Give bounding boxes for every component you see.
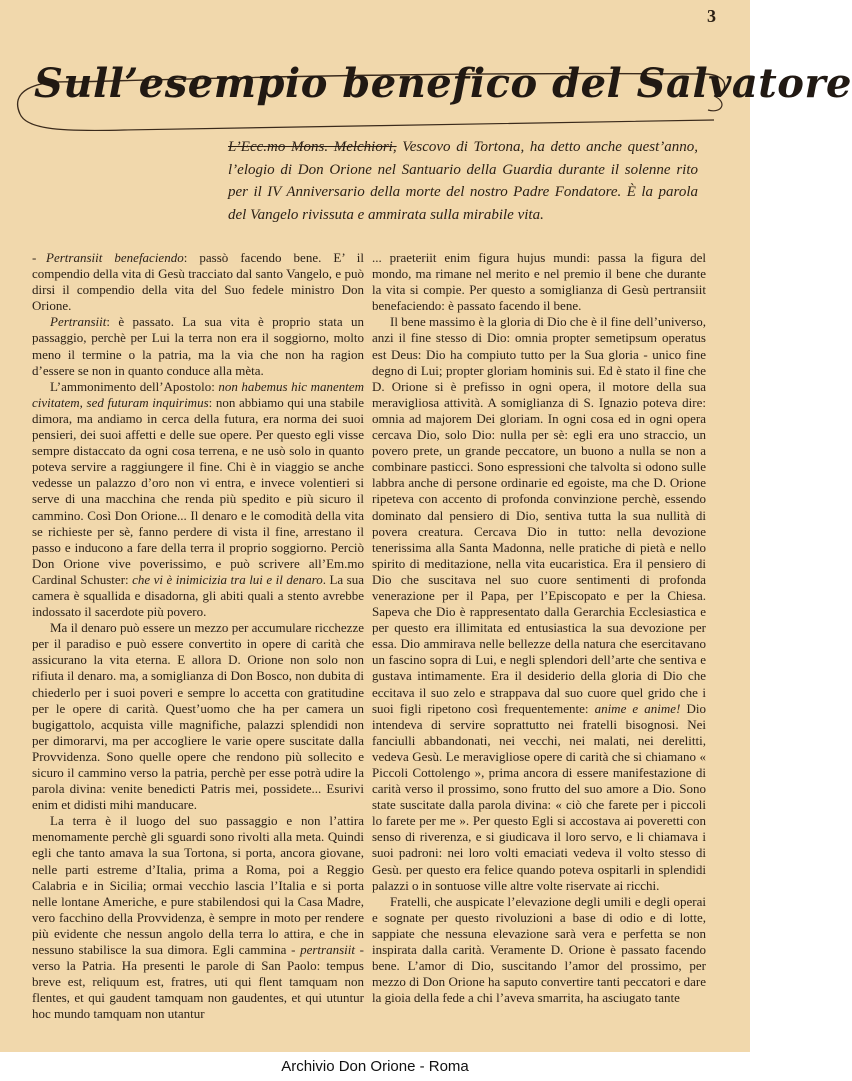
- left-column: [32, 250, 364, 1023]
- left-paragraph-2: Pertransiit: è passato. La sua vita è proprio stata un passaggio, perchè per Lui la terra non era il soggiorno, molto meno il termine o la patria, ma la via che non ha ragion d’essere se non in quanto conduce alla mèta.: [32, 314, 364, 378]
- left-paragraph-5: La terra è il luogo del suo passaggio e non l’attira menomamente perchè gli sguardi sono rivolti alla meta. Quindi egli che tanto amava la sua Tortona, si porta, ancora giovane, nelle parti estreme d’Italia, prima a Roma, poi a Reggio Calabria e in Sicilia; ormai vecchio lascia l’Italia e si porta nelle lontane Americhe, e pure stabilendosi qui la Casa Madre, vero facchino della Provvidenza, è sempre in moto per rendere più evidente che nessun angolo della terra lo attira, e che in nessuno stabilisce la sua dimora. Egli cammina - pertransiit - verso la Patria. Ha presenti le parole di San Paolo: tempus breve est, reliquum est, fratres, uti qui flent tamquam non flentes, et qui gaudent tamquam non gaudentes, et qui utuntur hoc mundo tamquam non utantur: [32, 813, 364, 1022]
- article-title: Sull’esempio benefico del Salvatore: [34, 60, 852, 107]
- lead-latin: Pertransiit benefaciendo: [46, 250, 184, 265]
- right-paragraph-1: ... praeteriit enim figura hujus mundi: passa la figura del mondo, ma rimane nel merito e nel premio il bene che durante la vita si compie. Per questo a somiglianza di Gesù pertransiit benefaciendo: è passato facendo il bene.: [372, 250, 706, 314]
- quote-latin: pertransiit: [300, 942, 355, 958]
- quote-latin: non habemus hic manentem civitatem, sed futuram inquirimus: [32, 378, 364, 410]
- right-column: [372, 250, 706, 1006]
- right-paragraph-2: Il bene massimo è la gloria di Dio che è il fine dell’universo, anzi il fine stesso di Dio: omnia propter semetipsum operatus est Deus: Dio ha compiuto tutto per la Sua gloria - unico fine degno di Lui; propter gloriam hominis sui. Ed è stato il fine che D. Orione si è prefisso in ogni opera, il motore della sua meravigliosa attività. A somiglianza di S. Ignazio poteva dire: omnia ad majorem Dei gloriam. In ogni cosa ed in ogni opera cercava Dio, solo Dio: nulla per sè: egli era uno straccio, un povero prete, un grande peccatore, un buono a nulla se non a combinare pasticci. Sono espressioni che talvolta si odono sulle labbra anche di persone ordinarie ed egoiste, ma che D. Orione ripeteva con accento di profonda convinzione perchè, essendo dominato dal pensiero di Dio, sentiva tutta la sua nullità di povera creatura. Cercava Dio in tutto: nella devozione tenerissima alla Santa Madonna, nelle pratiche di pietà e nello spirito di meditazione, nella vita eucaristica. Era il pensiero di Dio che suscitava nel suo cuore sentimenti di profonda venerazione per il Papa, per l’Episcopato e per la Chiesa. Sapeva che Dio è rappresentato dalla Gerarchia Ecclesiastica e per questo era illimitata ed entusiastica la sua devozione per essa. Dio ammirava nelle bellezze della natura che esercitavano un fascino sopra di Lui, e negli splendori dell’arte che sentiva e gustava intimamente. Era il desiderio della gloria di Dio che eccitava il suo zelo e strappava dal suo cuore quel grido che i suoi figli ripetono così frequentemente: anime e anime! Dio intendeva di servire soprattutto nei fratelli bisognosi. Nei fanciulli abbandonati, nei vecchi, nei malati, nei derelitti, vedeva Gesù. Le meravigliose opere di carità che si chiamano « Piccoli Cottolengo », prima ancora di essere manifestazione di carità verso il prossimo, sono frutto del suo amore a Dio. Sono state suscitate dalla parola divina: « ciò che farete per i piccoli lo farete per me ». Per questo Egli si accostava ai poveretti con senso di riverenza, e si giudicava il loro servo, e li chiamava i suoi padroni: nei loro volti emaciati vedeva il volto stesso di Gesù. per questo era felice quando poteva ospitarli in splendidi palazzi o in sontuose ville altre volte riservate ai ricchi.: [372, 314, 707, 893]
- quote-italic: che vi è inimicizia tra lui e il denaro: [132, 571, 323, 587]
- left-paragraph-1: - Pertransiit benefaciendo: passò facendo bene. E’ il compendio della vita di Gesù tracciato dal santo Vangelo, e può dirsi il compendio della vita del Suo fedele ministro Don Orione.: [32, 250, 365, 314]
- intro-text: Vescovo di Tortona, ha detto anche quest’anno, l’elogio di Don Orione nel Santuario della Guardia durante il solenne rito per il IV Anniversario della morte del nostro Padre Fondatore. È la parola del Vangelo rivissuta e ammirata sulla mirabile vita.: [228, 139, 698, 223]
- page-number: 3: [707, 6, 716, 26]
- left-paragraph-3: L’ammonimento dell’Apostolo: non habemus hic manentem civitatem, sed futuram inquirimus: non abbiamo qui una stabile dimora, ma andiamo in cerca della futura, era norma dei suoi pensieri, dei suoi affetti e delle sue opere. Per questo egli visse sempre distaccato da ogni cosa terrena, e ne usò solo in quanto poteva servire a raggiungere il fine. Chi è in viaggio se anche vedesse un palazzo d’oro non vi entra, e invece volentieri si serve di una macchina che renda più spedito e più sicuro il cammino. Così Don Orione... Il denaro e le comodità della vita se richieste per sè, fanno perdere di vista il fine, arrestano il passo e inducono a fare della terra il proprio soggiorno. Perciò Don Orione vive poverissimo, e può scrivere all’Em.mo Cardinal Schuster: che vi è inimicizia tra lui e il denaro. La sua camera è squallida e disadorna, gli abiti quali a stento avrebbe indossato il sacerdote più povero.: [32, 378, 364, 620]
- title-area: [14, 52, 852, 142]
- flourish-lower: [20, 114, 714, 130]
- intro-paragraph: [228, 136, 698, 226]
- intro-struck-text: L’Ecc.mo Mons. Melchiori,: [228, 139, 397, 155]
- archive-caption: Archivio Don Orione - Roma: [0, 1052, 750, 1081]
- quote-italic: anime e anime!: [594, 700, 681, 716]
- left-paragraph-4: Ma il denaro può essere un mezzo per accumulare ricchezze per il paradiso e può essere convertito in opere di carità che assicurano la vita eterna. E allora D. Orione non solo non rifiuta il denaro. ma, a somiglianza di Don Bosco, non dubita di chiederlo per i suoi poveri e sempre lo accetta con gratitudine per le opere di carità. Quest’uomo che ha per camera un bugigattolo, acquista ville magnifiche, palazzi splendidi non per dimorarvi, ma per accogliere le varie opere suscitate dalla Provvidenza. Sono quelle opere che rendono più sollecito e sicuro il cammino verso la patria, perchè per esse potrà udire la parola divina: venite benedicti Patris mei, possidete... Esurivi enim et didisti mihi manducare.: [32, 620, 364, 813]
- lead-latin: Pertransiit: [50, 314, 107, 330]
- right-paragraph-3: Fratelli, che auspicate l’elevazione degli umili e degli operai e sognate per questo rivoluzioni a base di odio e di lotte, sappiate che nessuna elevazione sarà vera e perfetta se non inspirata dalla carità. Veramente D. Orione è passato facendo bene. L’amor di Dio, suscitando l’amor del prossimo, per mezzo di Don Orione ha saputo convertire tanti peccatori e dare la gioia della fede a chi l’aveva smarrita, ha asciugato tante: [372, 893, 706, 1006]
